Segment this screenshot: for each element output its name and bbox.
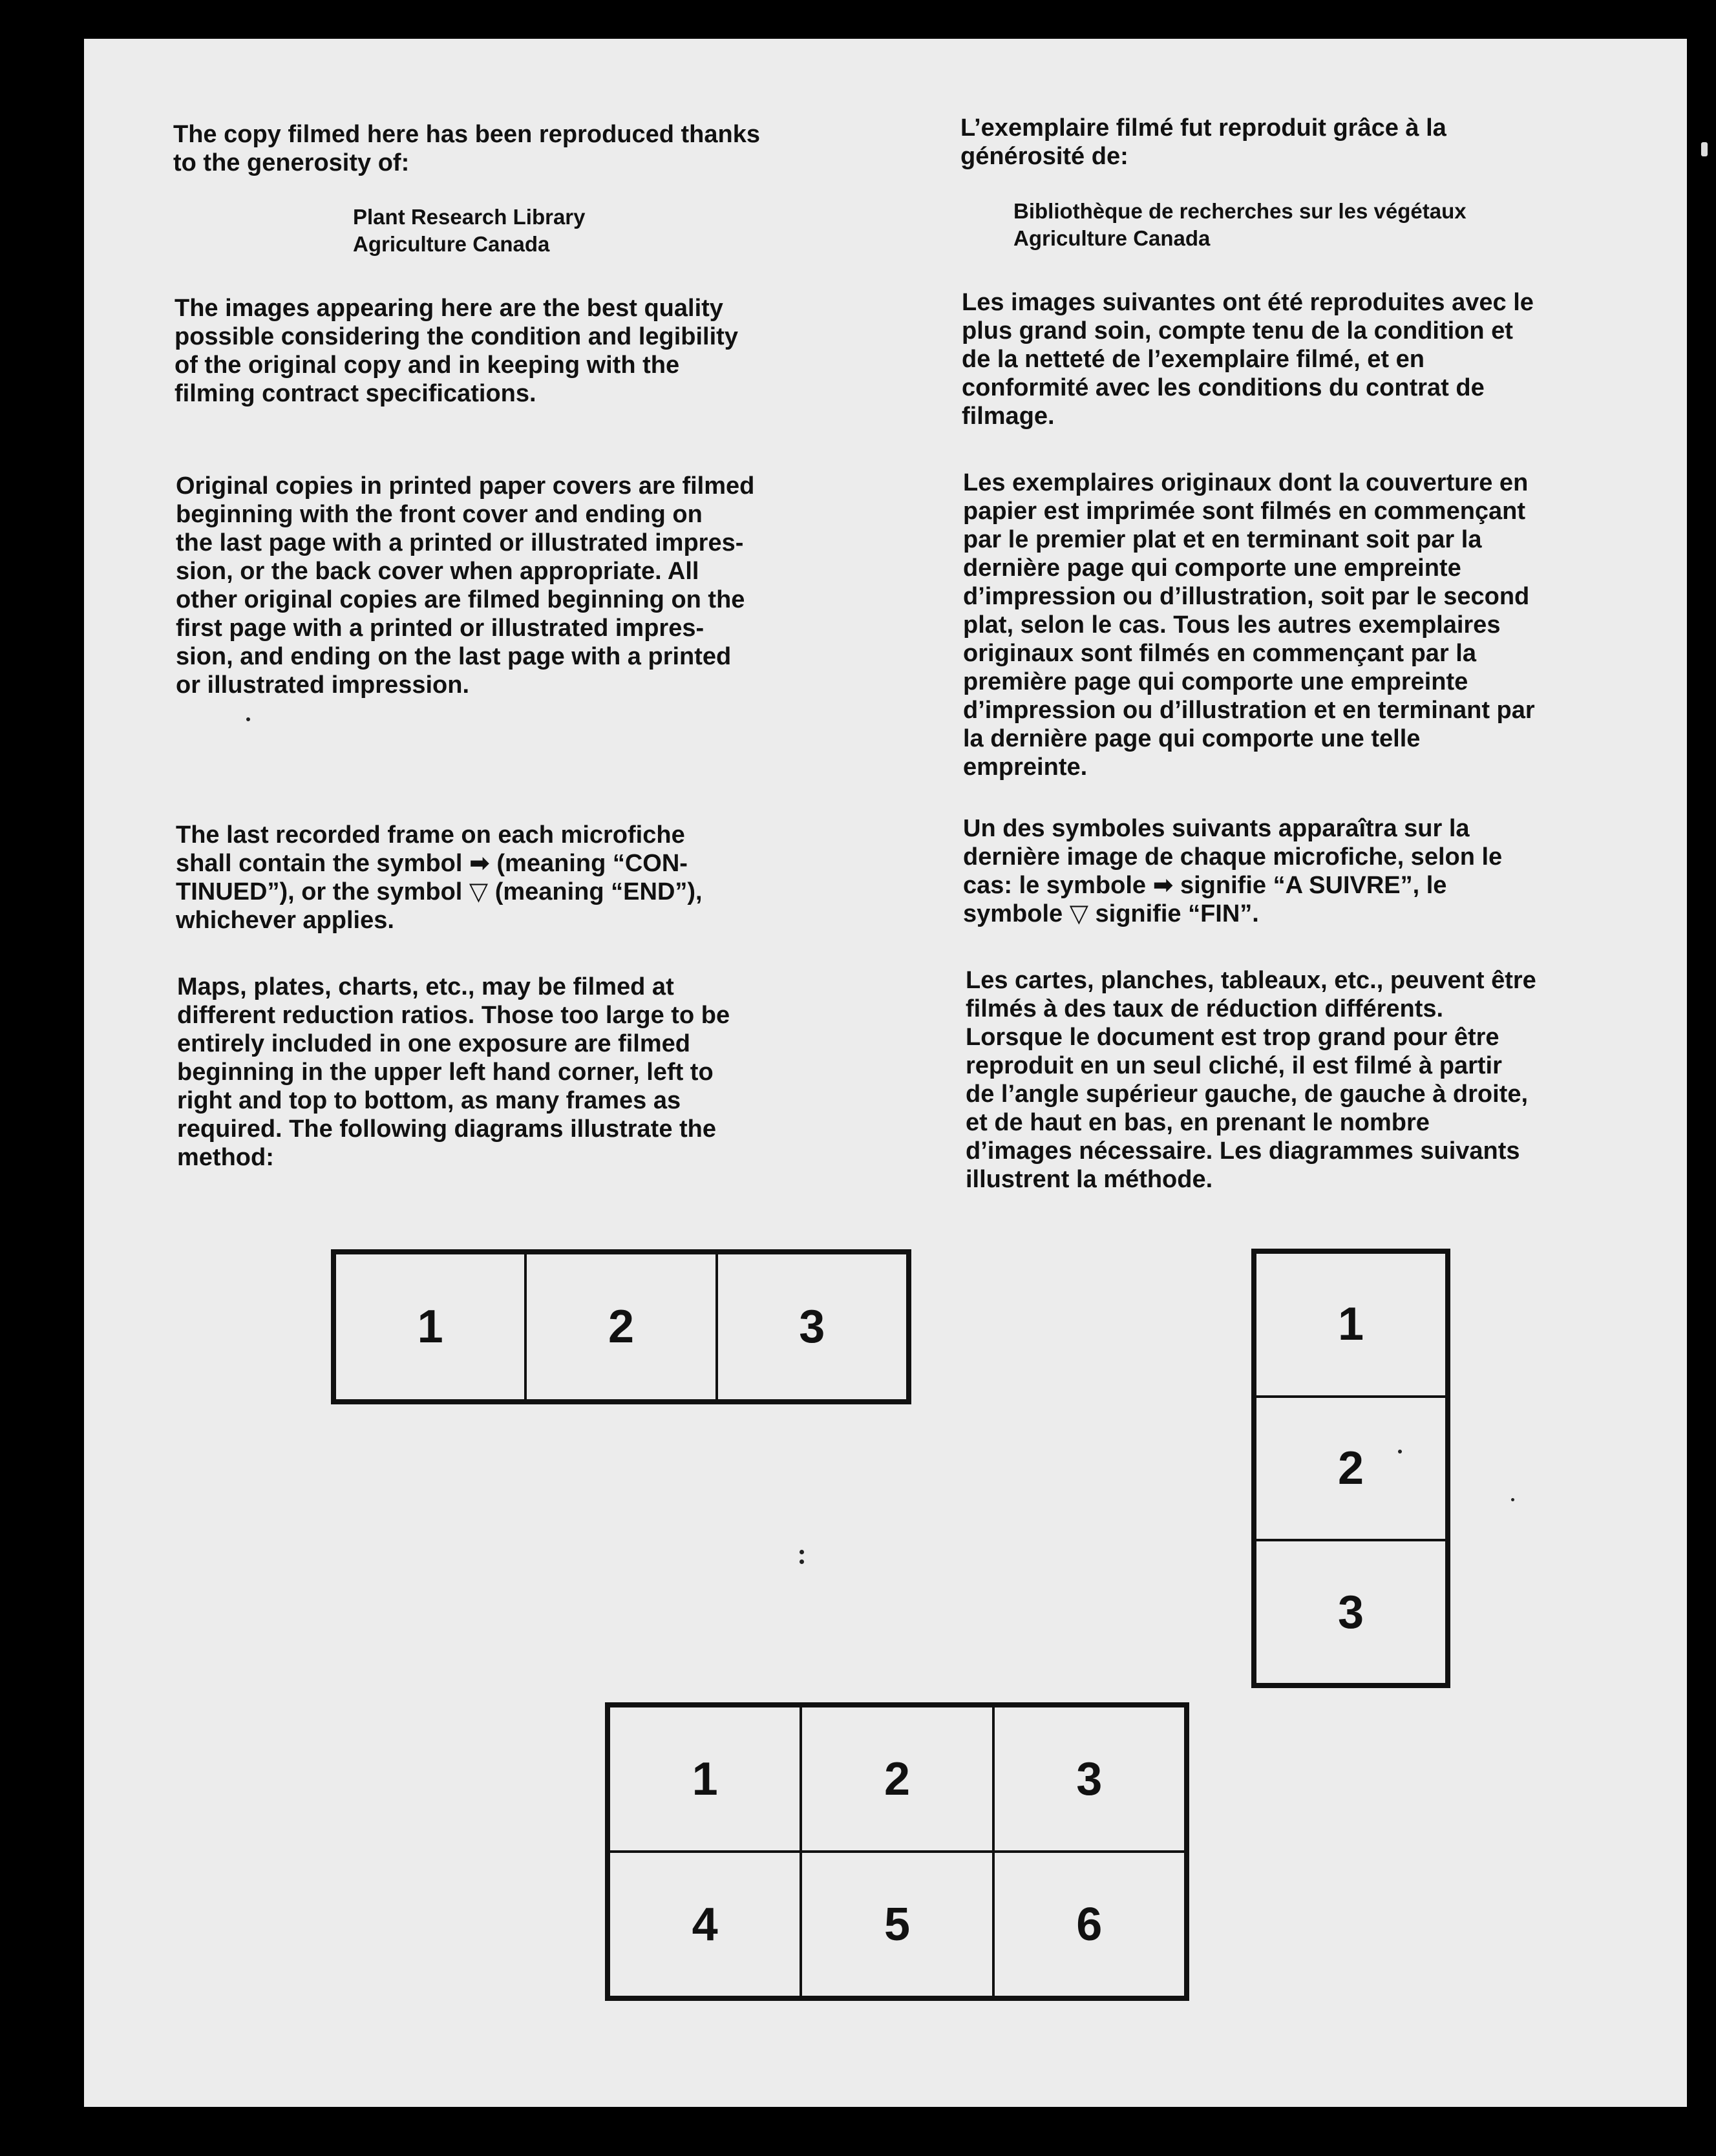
frame-cell: 2 [525, 1253, 716, 1400]
french-intro: L’exemplaire filmé fut reproduit grâce à la générosité de: [960, 114, 1446, 170]
french-institution: Bibliothèque de recherches sur les végétaux Agriculture Canada [1013, 199, 1467, 250]
frame-cell: 6 [993, 1852, 1185, 1997]
frame-cell: 1 [335, 1253, 525, 1400]
scan-speck [246, 717, 250, 721]
english-originals-note: Original copies in printed paper covers are filmed beginning with the front cover and ending on the last page with a printed or illustrated impres- sion, or the back cover when appropriate. All other original copies are filmed beginning on the first page with a printed or illustrated impres- sion, and ending on the last page with a printed or illustrated impression. [176, 472, 755, 699]
frame-cell: 3 [1255, 1540, 1446, 1684]
frame-cell: 2 [1255, 1397, 1446, 1541]
frame-cell: 1 [609, 1706, 801, 1852]
scan-speck [800, 1550, 804, 1554]
frame-cell: 3 [993, 1706, 1185, 1852]
horizontal-frame-diagram [331, 1249, 911, 1404]
scan-speck [1701, 142, 1708, 156]
frame-cell: 4 [609, 1852, 801, 1997]
french-quality-note: Les images suivantes ont été reproduites avec le plus grand soin, compte tenu de la condition et de la netteté de l’exemplaire filmé, et en conformité avec les conditions du contrat de filmage. [962, 289, 1534, 430]
frame-cell: 5 [801, 1852, 993, 1997]
french-originals-note: Les exemplaires originaux dont la couverture en papier est imprimée sont filmés en commençant par le premier plat et en terminant soit par la dernière page qui comporte une empreinte d’impression ou d’illustration, soit par le second plat, selon le cas. Tous les autres exemplaires originaux sont filmés en commençant par la première page qui comporte une empreinte d’impression ou d’illustration et en terminant par la dernière page qui comporte une telle empreinte. [963, 469, 1535, 781]
vertical-frame-diagram [1251, 1249, 1450, 1688]
scan-speck [1511, 1498, 1514, 1501]
frame-cell: 3 [717, 1253, 907, 1400]
english-maps-note: Maps, plates, charts, etc., may be filmed at different reduction ratios. Those too large to be entirely included in one exposure are filmed beginning in the upper left hand corner, left to right and top to bottom, as many frames as required. The following diagrams illustrate the method: [177, 973, 730, 1171]
english-symbols-note: The last recorded frame on each microfiche shall contain the symbol ➡ (meaning “CON- TINUED”), or the symbol ▽ (meaning “END”), whichever applies. [176, 821, 703, 934]
french-symbols-note: Un des symboles suivants apparaîtra sur la dernière image de chaque microfiche, selon le cas: le symbole ➡ signifie “A SUIVRE”, le symbole ▽ signifie “FIN”. [963, 815, 1503, 927]
english-institution: Plant Research Library Agriculture Canada [353, 205, 586, 256]
french-maps-note: Les cartes, planches, tableaux, etc., peuvent être filmés à des taux de réduction différents. Lorsque le document est trop grand pour être reproduit en un seul cliché, il est filmé à partir de l’angle supérieur gauche, de gauche à droite, et de haut en bas, en prenant le nombre d’images nécessaire. Les diagrammes suivants illustrent la méthode. [966, 967, 1536, 1193]
frame-cell: 2 [801, 1706, 993, 1852]
english-intro: The copy filmed here has been reproduced thanks to the generosity of: [173, 121, 761, 176]
grid-frame-diagram [605, 1702, 1189, 2001]
frame-cell: 1 [1255, 1252, 1446, 1397]
scan-speck [800, 1559, 804, 1564]
english-quality-note: The images appearing here are the best quality possible considering the condition and legibility of the original copy and in keeping with the filming contract specifications. [175, 295, 738, 407]
scan-speck [1398, 1450, 1402, 1453]
